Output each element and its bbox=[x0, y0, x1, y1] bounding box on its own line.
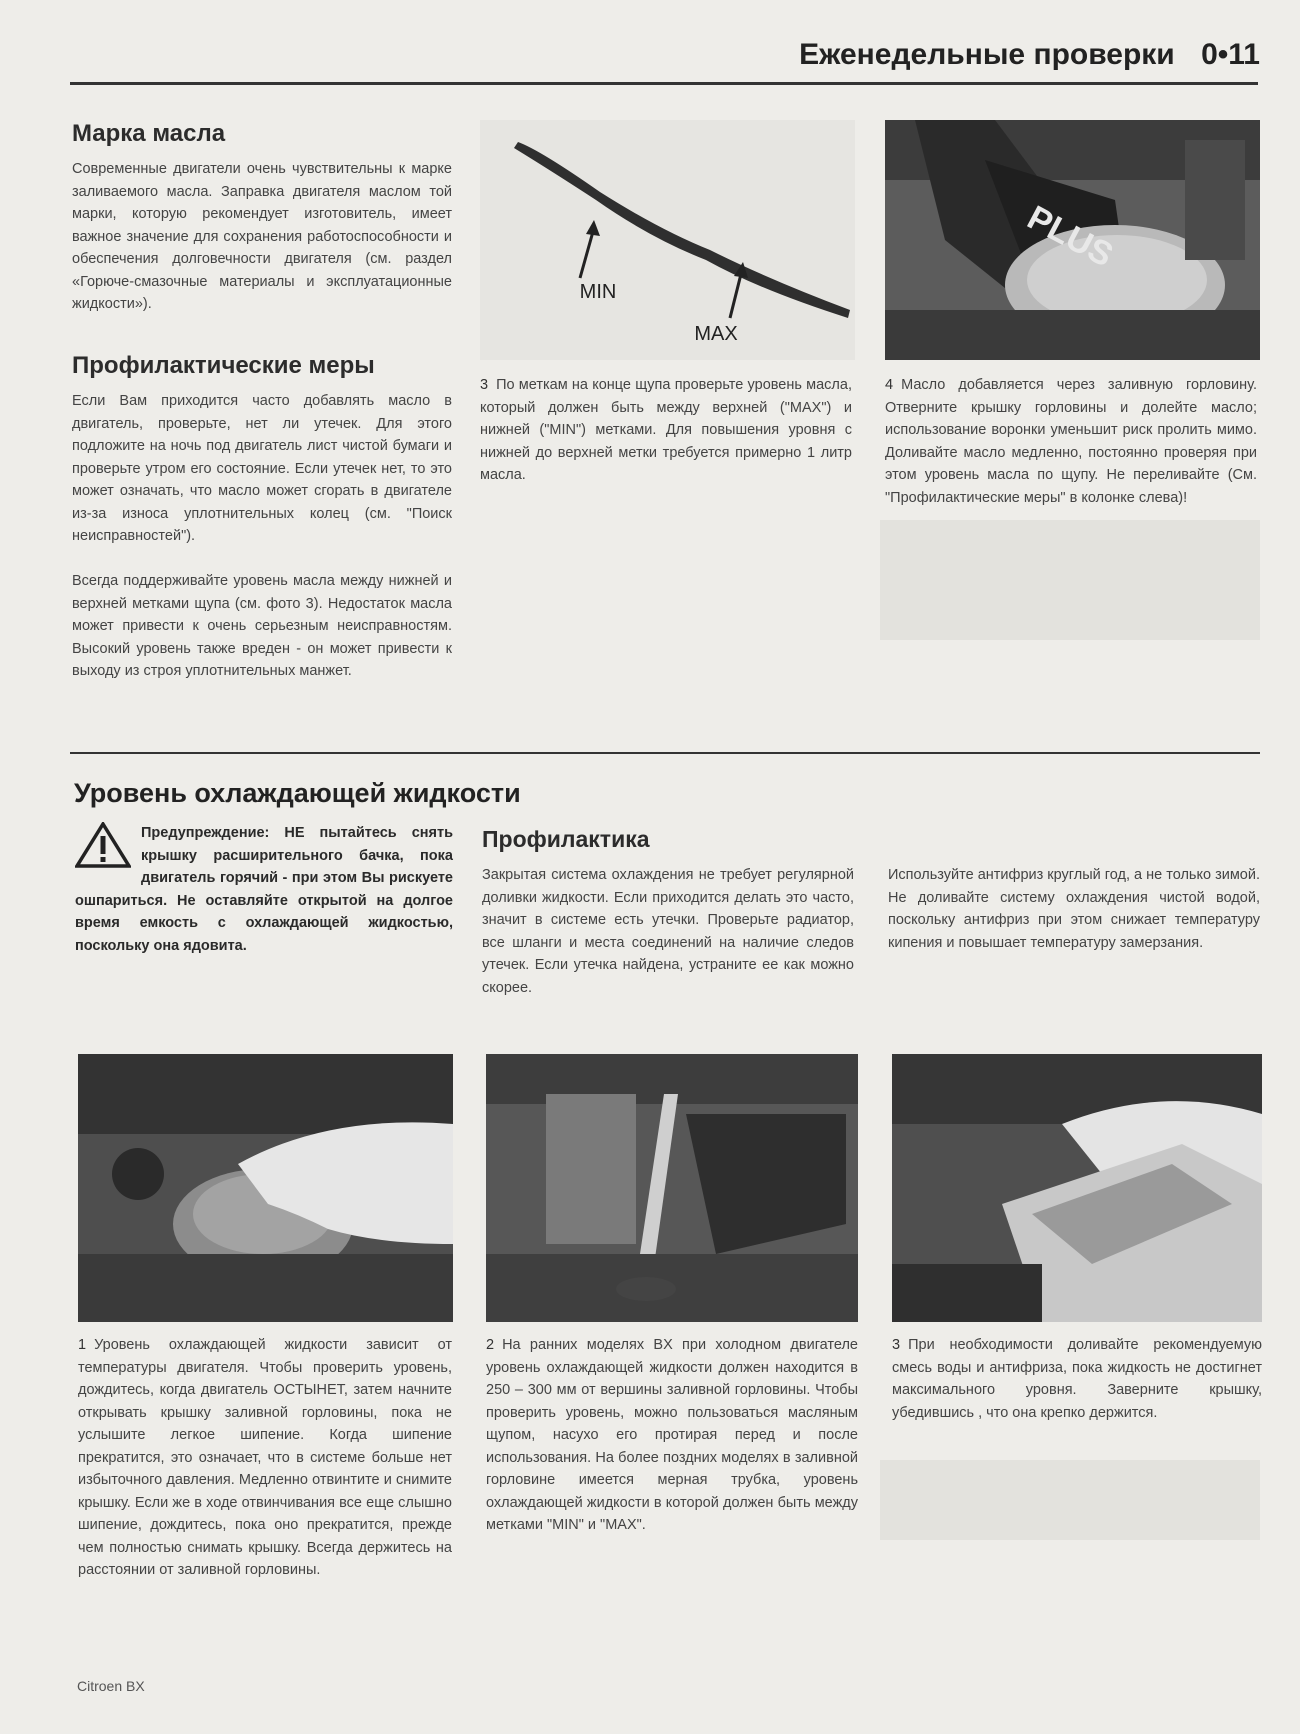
coolant-photo-2 bbox=[486, 1054, 858, 1322]
antifreeze-text: Используйте антифриз круглый год, а не только зимой. Не доливайте систему охлаждения чистой водой, поскольку антифриз при этом снижает температуру кипения и повышает температуру замерзания. bbox=[888, 867, 1260, 951]
prevention-text-2: Всегда поддерживайте уровень масла между нижней и верхней метками щупа (см. фото 3). Недостаток масла может привести к очень серьезным неисправностям. Высокий уровень также вреден - он может привести к выходу из строя уплотнительных манжет. bbox=[72, 573, 452, 679]
header-title: Еженедельные проверки bbox=[799, 38, 1175, 71]
faint-bleed-area bbox=[880, 520, 1260, 640]
coolant-caption-2-text: На ранних моделях BX при холодном двигателе уровень охлаждающей жидкости должен находится в 250 – 300 мм от вершины заливной горловины. Чтобы проверить уровень, можно пользоваться масляным щупом, насухо его протирая перед и после использования. На более поздних моделях в заливной горловине имеется мерная трубка, уровень охлаждающей жидкости в которой должен быть между метками "MIN" и "MAX". bbox=[486, 1337, 858, 1533]
coolant-caption-3-num: 3 bbox=[892, 1337, 901, 1353]
coolant-photo-2-svg bbox=[486, 1054, 858, 1322]
prophylaxis-heading: Профилактика bbox=[482, 826, 650, 852]
warning-text: Предупреждение: НЕ пытайтесь снять крышку расширительного бачка, пока двигатель горячий - при этом Вы рискуете ошпариться. Не оставляйте открытой на долгое время емкость с охлаждающей жидкостью, поскольку она ядовита. bbox=[75, 825, 453, 954]
coolant-caption-3 bbox=[892, 1334, 1262, 1424]
faint-bleed-area-2 bbox=[880, 1460, 1260, 1540]
coolant-heading: Уровень охлаждающей жидкости bbox=[74, 778, 521, 808]
prevention-text-1: Если Вам приходится часто добавлять масло в двигатель, проверьте, нет ли утечек. Для этого подложите на ночь под двигатель лист чистой бумаги и проверьте утром его состояние. Если утечек нет, то это может означать, что масло может сгорать в двигателе из-за износа уплотнительных колец (см. "Поиск неисправностей"). bbox=[72, 393, 452, 544]
photo3-num: 3 bbox=[480, 377, 489, 393]
page-number: 0•11 bbox=[1201, 38, 1260, 71]
oil-brand-heading: Марка масла bbox=[72, 120, 226, 147]
dipstick-svg bbox=[480, 120, 855, 360]
photo3-caption-text: По меткам на конце щупа проверьте уровень масла, который должен быть между верхней ("MAX") и нижней ("MIN") метками. Для повышения уровня с нижней до верхней метки требуется примерно 1 литр масла. bbox=[480, 377, 852, 483]
oil-filling-photo-svg bbox=[885, 120, 1260, 360]
photo4-caption-text: Масло добавляется через заливную горловину. Отверните крышку горловины и долейте масло; использование воронки уменьшит риск пролить мимо. Доливайте масло медленно, постоянно проверяя при этом уровень масла по щупу. Не переливайте (См. "Профилактические меры" в колонке слева)! bbox=[885, 377, 1257, 506]
warning-icon bbox=[75, 822, 131, 868]
footer-book-title: Citroen BX bbox=[77, 1678, 145, 1694]
photo3-caption bbox=[480, 374, 852, 487]
coolant-photo-3-svg bbox=[892, 1054, 1262, 1322]
coolant-caption-2 bbox=[486, 1334, 858, 1537]
photo4-caption bbox=[885, 374, 1257, 509]
photo4-num: 4 bbox=[885, 377, 894, 393]
max-label: MAX bbox=[694, 323, 738, 345]
page-header bbox=[799, 38, 1260, 72]
coolant-caption-1-num: 1 bbox=[78, 1337, 87, 1353]
coolant-caption-2-num: 2 bbox=[486, 1337, 495, 1353]
plus-label: PLUS bbox=[1021, 198, 1120, 275]
oil-filling-photo bbox=[885, 120, 1260, 360]
coolant-caption-1 bbox=[78, 1334, 452, 1582]
header-rule bbox=[70, 82, 1258, 85]
coolant-photo-1-svg bbox=[78, 1054, 453, 1322]
prophylaxis-text: Закрытая система охлаждения не требует регулярной доливки жидкости. Если приходится делать это часто, значит в системе есть утечки. Проверьте радиатор, все шланги и места соединений на наличие следов утечек. Если утечка найдена, устраните ее как можно скорее. bbox=[482, 867, 854, 996]
prevention-heading: Профилактические меры bbox=[72, 352, 375, 379]
oil-brand-text: Современные двигатели очень чувствительны к марке заливаемого масла. Заправка двигателя маслом той марки, которую рекомендует изготовитель, имеет важное значение для сохранения работоспособности и обеспечения долговечности двигателя (см. раздел «Горюче-смазочные материалы и эксплуатационные жидкости»). bbox=[72, 161, 452, 312]
coolant-warning bbox=[75, 822, 453, 957]
dipstick-illustration bbox=[480, 120, 855, 360]
coolant-rule bbox=[70, 752, 1260, 754]
coolant-caption-1-text: Уровень охлаждающей жидкости зависит от температуры двигателя. Чтобы проверить уровень, дождитесь, когда двигатель ОСТЫНЕТ, затем начните открывать крышку заливной горловины, пока не услышите легкое шипение. Когда шипение прекратится, это означает, что в системе больше нет избыточного давления. Медленно отвинтите и снимите крышку. Если же в ходе отвинчивания все еще слышно шипение, дождитесь, пока оно прекратится, прежде чем полностью снимать крышку. Всегда держитесь на расстоянии от заливной горловины. bbox=[78, 1337, 452, 1578]
coolant-photo-3 bbox=[892, 1054, 1262, 1322]
coolant-caption-3-text: При необходимости доливайте рекомендуемую смесь воды и антифриза, пока жидкость не достигнет максимального уровня. Заверните крышку, убедившись , что она крепко держится. bbox=[892, 1337, 1262, 1421]
coolant-photo-1 bbox=[78, 1054, 453, 1322]
min-label: MIN bbox=[579, 281, 617, 303]
